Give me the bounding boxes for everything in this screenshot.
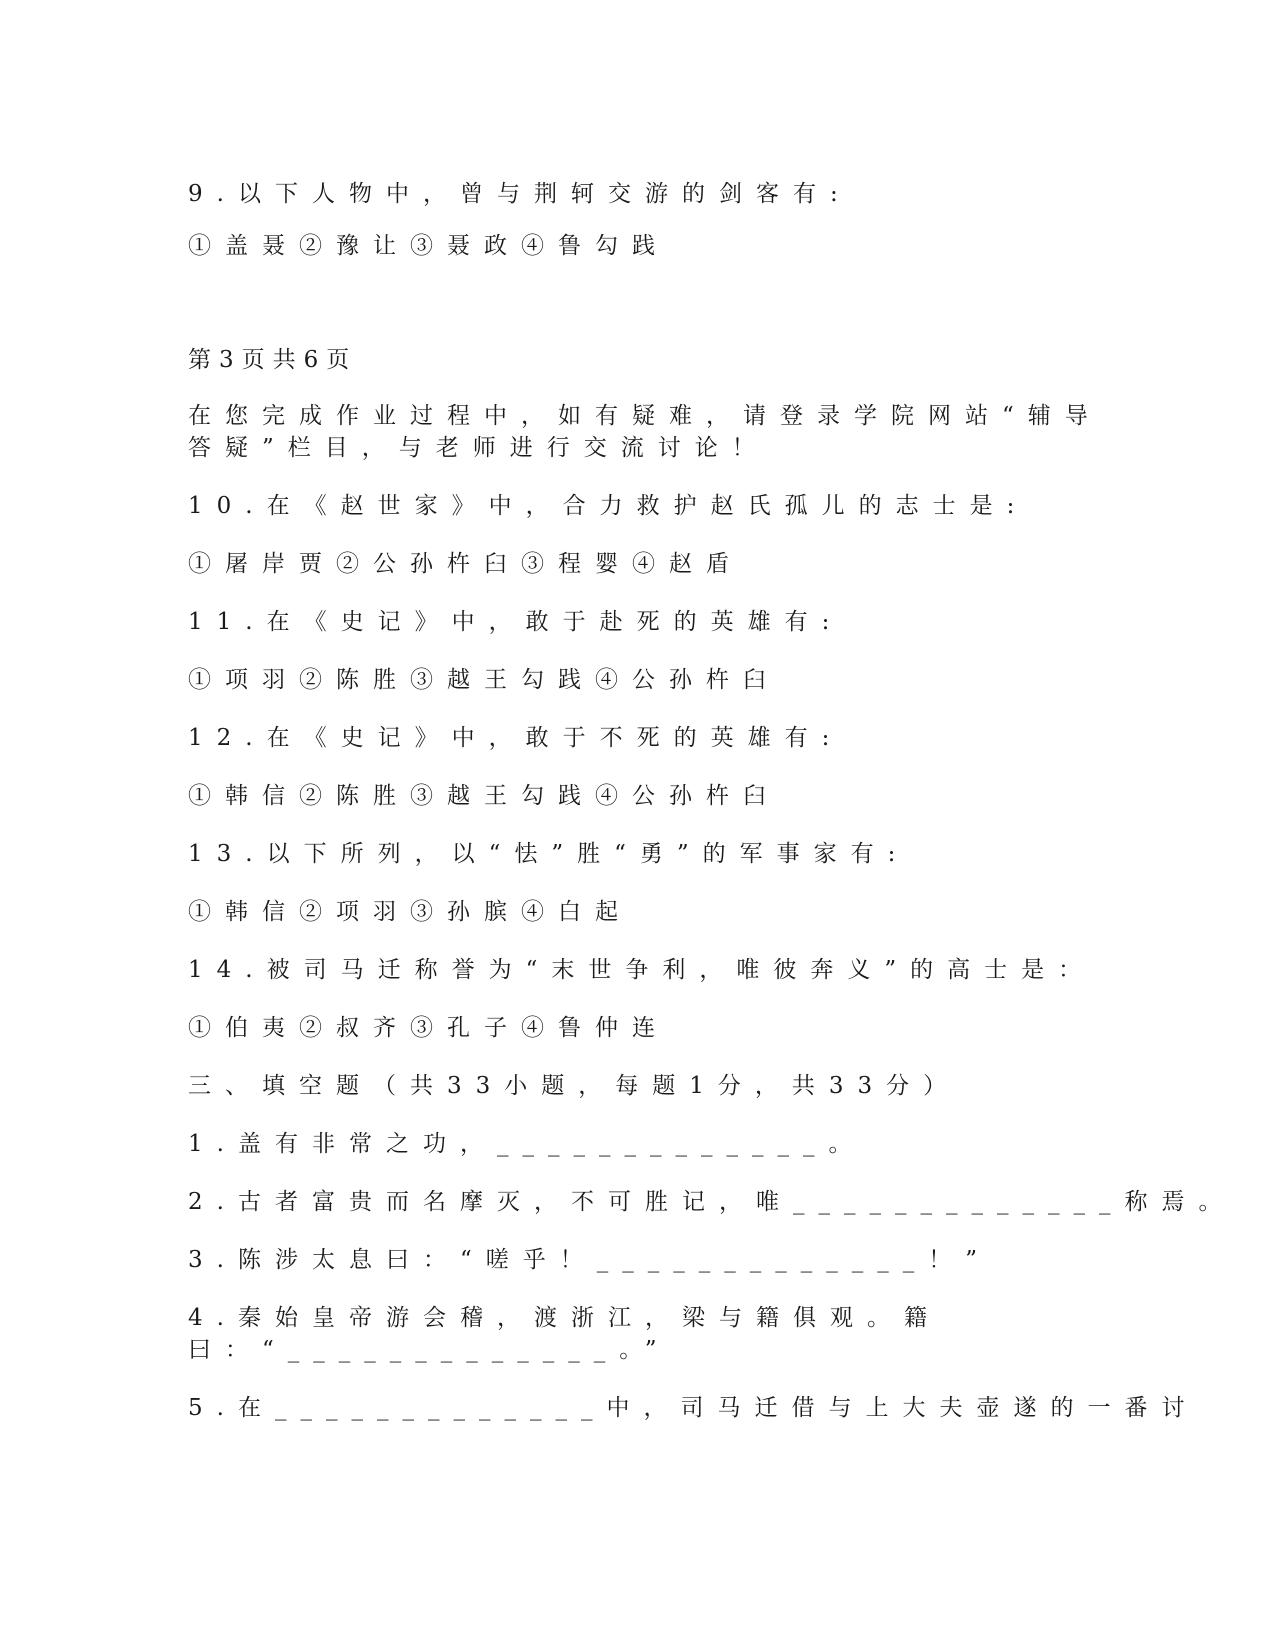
fill-blank-2: 2.古者富贵而名摩灭，不可胜记，唯_____________称焉。 [188,1189,1236,1215]
question-10: 10.在《赵世家》中，合力救护赵氏孤儿的志士是: [188,493,1029,519]
page-number: 第3页共6页 [188,347,358,373]
question-14-options: ①伯夷②叔齐③孔子④鲁仲连 [188,1015,669,1041]
question-10-options: ①屠岸贾②公孙杵臼③程婴④赵盾 [188,551,743,577]
question-12: 12.在《史记》中，敢于不死的英雄有: [188,725,844,751]
question-13-options: ①韩信②项羽③孙膑④白起 [188,899,632,925]
fill-blank-3: 3.陈涉太息曰：“嗟乎！_____________！” [188,1247,991,1273]
question-11-options: ①项羽②陈胜③越王勾践④公孙杵臼 [188,667,780,693]
section-heading: 三、填空题（共33小题，每题1分，共33分） [188,1073,961,1099]
question-9: 9.以下人物中，曾与荆轲交游的剑客有: [188,181,852,207]
fill-blank-5: 5.在_____________中，司马迁借与上大夫壶遂的一番讨 [188,1395,1199,1421]
question-11: 11.在《史记》中，敢于赴死的英雄有: [188,609,844,635]
help-notice: 在您完成作业过程中，如有疑难，请登录学院网站“辅导答疑”栏目，与老师进行交流讨论！ [188,403,1102,461]
fill-blank-4: 4.秦始皇帝游会稽，渡浙江，梁与籍俱观。籍曰：“_____________。” [188,1305,941,1363]
question-14: 14.被司马迁称誉为“末世争利，唯彼奔义”的高士是： [188,957,1096,983]
question-9-options: ①盖聂②豫让③聂政④鲁勾践 [188,233,669,259]
question-12-options: ①韩信②陈胜③越王勾践④公孙杵臼 [188,783,780,809]
fill-blank-1: 1.盖有非常之功，_____________。 [188,1131,866,1157]
question-13: 13.以下所列，以“怯”胜“勇”的军事家有: [188,841,910,867]
